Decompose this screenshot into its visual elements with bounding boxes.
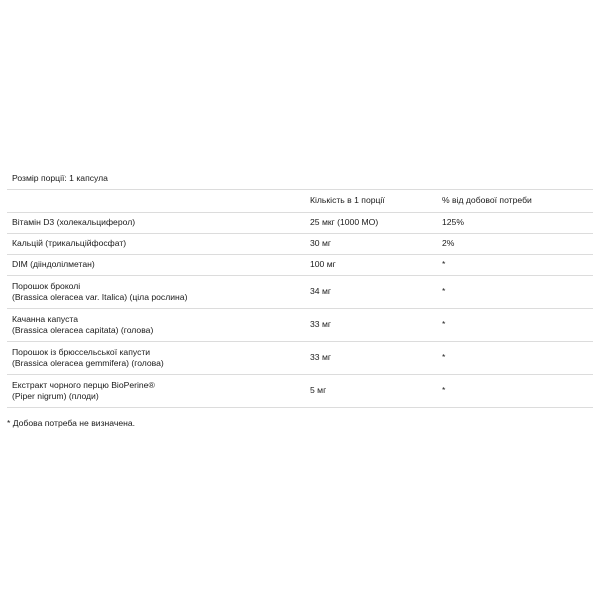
ingredient-latin-line: (Piper nigrum) (плоди): [12, 391, 99, 401]
ingredient-amount: 33 мг: [305, 309, 437, 342]
ingredient-name-line: DIM (дііндолілметан): [12, 259, 95, 270]
ingredient-name-line: Качанна капуста: [12, 313, 79, 324]
serving-size: Розмір порції: 1 капсула: [7, 167, 593, 190]
ingredient-name: [7, 342, 305, 375]
ingredient-amount: 100 мг: [305, 255, 437, 276]
supplement-facts-panel: [7, 167, 593, 408]
footnote: * Добова потреба не визначена.: [7, 418, 136, 428]
ingredient-name-line: Вітамін D3 (холекальциферол): [12, 217, 136, 228]
ingredient-daily-value: 2%: [437, 234, 593, 255]
table-row: [7, 213, 593, 234]
ingredient-daily-value: *: [437, 276, 593, 309]
ingredient-name: [7, 234, 305, 255]
table-row: [7, 255, 593, 276]
ingredient-name: [7, 309, 305, 342]
ingredient-name-line: Кальцій (трикальційфосфат): [12, 238, 127, 249]
ingredient-name: [7, 375, 305, 408]
header-ingredient: [7, 190, 305, 213]
table-row: [7, 375, 593, 408]
ingredient-amount: 5 мг: [305, 375, 437, 408]
header-daily-value: % від добової потреби: [437, 190, 593, 213]
ingredient-name-line: Порошок із брюссельської капусти: [12, 346, 151, 357]
ingredient-name: [7, 276, 305, 309]
supplement-facts-table: [7, 190, 593, 408]
ingredient-amount: 25 мкг (1000 МО): [305, 213, 437, 234]
ingredient-daily-value: *: [437, 309, 593, 342]
ingredient-daily-value: *: [437, 375, 593, 408]
table-row: [7, 309, 593, 342]
table-row: [7, 276, 593, 309]
ingredient-latin-line: (Brassica oleracea var. Italica) (ціла рослина): [12, 292, 188, 302]
header-amount: Кількість в 1 порції: [305, 190, 437, 213]
ingredient-daily-value: *: [437, 342, 593, 375]
table-row: [7, 234, 593, 255]
table-row: [7, 342, 593, 375]
ingredient-amount: 34 мг: [305, 276, 437, 309]
ingredient-latin-line: (Brassica oleracea capitata) (голова): [12, 325, 154, 335]
table-header-row: [7, 190, 593, 213]
ingredient-name: [7, 213, 305, 234]
ingredient-amount: 33 мг: [305, 342, 437, 375]
ingredient-amount: 30 мг: [305, 234, 437, 255]
ingredient-name-line: Порошок броколі: [12, 280, 81, 291]
ingredient-latin-line: (Brassica oleracea gemmifera) (голова): [12, 358, 164, 368]
ingredient-daily-value: *: [437, 255, 593, 276]
ingredient-name-line: Екстракт чорного перцю BioPerine®: [12, 379, 155, 390]
ingredient-name: [7, 255, 305, 276]
ingredient-daily-value: 125%: [437, 213, 593, 234]
